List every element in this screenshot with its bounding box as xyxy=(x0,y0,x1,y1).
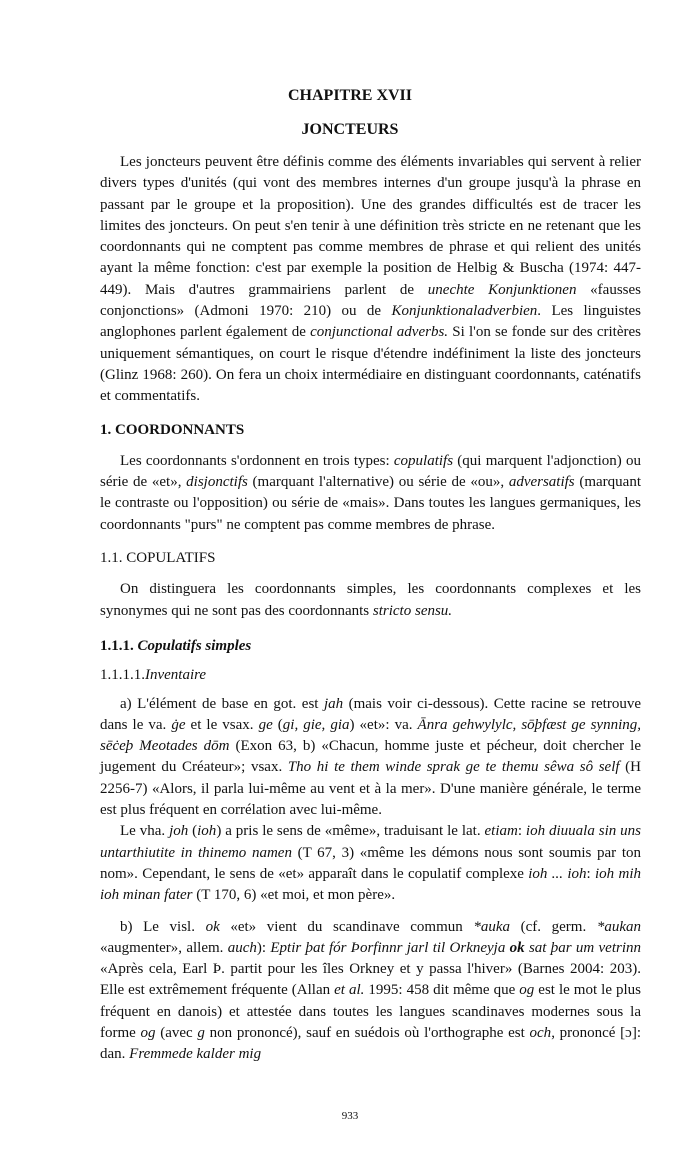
text-run: «et» vient du scandinave commun xyxy=(219,918,474,935)
section-title: Inventaire xyxy=(145,667,207,684)
copulatifs-paragraph xyxy=(100,579,641,622)
italic-text-run: ioh diuuala sin uns untarthiutite in thinemo namen xyxy=(100,823,641,861)
text-run: (T 170, 6) «et moi, et mon père». xyxy=(192,887,396,904)
text-run: On distinguera les coordonnants simples, les coordonnants complexes et les synonymes qui ne sont pas des coordonnants xyxy=(100,581,641,619)
text-run: Les coordonnants s'ordonnent en trois types: xyxy=(120,452,394,469)
italic-text-run: stricto sensu. xyxy=(372,602,453,619)
italic-text-run: Fremmede kalder mig xyxy=(129,1046,262,1063)
intro-paragraph xyxy=(100,152,641,408)
text-run: a) L'élément de base en got. est xyxy=(120,695,324,712)
italic-text-run: ioh mih ioh minan fater xyxy=(100,865,641,904)
text-run: ): xyxy=(256,939,271,956)
text-run: non prononcé), sauf en suédois où l'orthographe est xyxy=(204,1024,530,1041)
section-number: 1.1.1. xyxy=(100,637,134,654)
paragraph-vha xyxy=(100,821,641,906)
section-number: 1.1.1.1. xyxy=(100,667,145,684)
section-title: Copulatifs simples xyxy=(137,637,252,654)
text-run: : xyxy=(517,823,526,840)
coordonnants-paragraph xyxy=(100,451,641,536)
section-heading-coordonnants: 1. COORDONNANTS xyxy=(100,421,245,438)
text-run: et le vsax. xyxy=(185,716,259,733)
italic-text-run: ioh xyxy=(197,823,217,840)
text-run: Les joncteurs peuvent être définis comme des éléments invariables qui servent à relier divers types d'unités (qui vont des membres internes d'un groupe jusqu'à la phrase en passant par le groupe et la proposition). Une des grandes difficultés est de tracer les limites des joncteurs. On peut s'en tenir à une définition très stricte en ne retenant que les coordonnants qui ne comptent pas comme membres de phrase et qui relient des unités ayant la même fonction: c'est par exemple la position de Helbig & Buscha (1974: 447-449). Mais d'autres grammairiens parlent de xyxy=(100,154,641,298)
text-run: (Exon 63, b) «Chacun, homme juste et pécheur, doit chercher le jugement du Créateur»; vsax. xyxy=(100,738,641,776)
section-heading-inventaire xyxy=(100,665,641,686)
italic-text-run: Ānra gehwylylc, sōþfæst ge synning, sēċeþ Meotades dōm xyxy=(100,716,641,755)
text-run: ) a pris le sens de «même», traduisant le lat. xyxy=(216,823,485,840)
text-run: (avec xyxy=(155,1024,198,1041)
text-run: (marquant le contraste ou l'opposition) ou série de «mais». Dans toutes les langues germaniques, les coordonnants "purs" ne comptent pas comme membres de phrase. xyxy=(100,474,642,533)
italic-text-run: ok xyxy=(509,939,525,956)
text-run: (cf. germ. xyxy=(510,918,597,935)
text-run: : xyxy=(586,865,595,882)
italic-text-run: disjonctifs xyxy=(186,474,248,491)
italic-text-run: *aukan xyxy=(596,918,641,935)
chapter-number: CHAPITRE XVII xyxy=(287,87,412,104)
italic-text-run: Konjunktionaladverbien xyxy=(391,303,538,320)
text-run: est le mot le plus fréquent en danois) et attestée dans toutes les langues scandinaves modernes sous la forme xyxy=(100,982,641,1041)
italic-text-run: copulatifs xyxy=(393,452,454,469)
paragraph-a xyxy=(100,694,641,822)
text-run: (mais voir ci-dessous). Cette racine se retrouve dans le va. xyxy=(100,695,642,733)
italic-text-run: conjunctional adverbs. xyxy=(310,324,449,341)
text-run: . Les linguistes anglophones parlent également de xyxy=(100,303,641,341)
text-run: «Après cela, Earl Þ. partit pour les îles Orkney et y passa l'hiver» (Barnes 2004: 203). Elle est extrêmement fréquente (Allan xyxy=(100,961,641,999)
italic-text-run: adversatifs xyxy=(508,474,575,491)
text-run: b) Le visl. xyxy=(120,918,206,935)
text-run: , prononcé [ɔ]: dan. xyxy=(100,1024,641,1063)
text-run: ( xyxy=(188,823,198,840)
italic-text-run: og xyxy=(519,982,535,999)
italic-text-run: och xyxy=(529,1024,552,1041)
italic-text-run: og xyxy=(140,1024,156,1041)
section-heading-copulatifs: 1.1. COPULATIFS xyxy=(100,550,216,567)
text-run: ) «et»: va. xyxy=(349,716,418,733)
text-run: (H 2256-7) «Alors, il parla lui-même au vent et à la mer». D'une manière générale, le terme est plus fréquent en corrélation avec lui-même. xyxy=(100,759,642,819)
italic-text-run: etiam xyxy=(484,823,518,840)
text-run: (T 67, 3) «même les démons nous sont soumis par ton nom». Cependant, le sens de «et» apparaît dans le copulatif complexe xyxy=(100,844,642,882)
italic-text-run: ioh ... ioh xyxy=(528,865,587,882)
paragraph-b xyxy=(100,917,641,1066)
italic-text-run: et al. xyxy=(334,982,365,999)
chapter-title: JONCTEURS xyxy=(301,121,399,138)
italic-text-run: ġe xyxy=(171,716,186,733)
text-run: «fausses conjonctions» (Admoni 1970: 210) ou de xyxy=(100,281,641,320)
italic-text-run: gi, gie, gia xyxy=(282,716,350,733)
italic-text-run: joh xyxy=(169,823,189,840)
text-run: (marquant l'alternative) ou série de «ou», xyxy=(247,474,509,491)
italic-text-run: sat þar um vetrinn xyxy=(524,939,641,956)
italic-text-run: ok xyxy=(205,918,220,935)
italic-text-run: jah xyxy=(323,695,344,712)
italic-text-run: Tho hi te them winde sprak ge te themu sêwa sô self xyxy=(287,759,620,776)
italic-text-run: unechte Konjunktionen xyxy=(427,281,577,298)
italic-text-run: Eptir þat fór Þorfinnr jarl til Orkneyja xyxy=(270,939,510,956)
italic-text-run: ge xyxy=(258,716,273,733)
text-run: 1995: 458 dit même que xyxy=(364,982,520,999)
italic-text-run: auch xyxy=(227,939,257,956)
text-run: ( xyxy=(272,716,283,733)
text-run: Si l'on se fonde sur des critères uniquement sémantiques, on court le risque d'étendre indéfiniment la liste des joncteurs (Glinz 1968: 260). On fera un choix intermédiaire en distinguant coordonnants, caténatifs et commentatifs. xyxy=(100,324,641,405)
section-heading-copulatifs-simples xyxy=(100,636,641,657)
text-run: «augmenter», allem. xyxy=(100,939,228,956)
italic-text-run: g xyxy=(197,1024,205,1041)
page-number: 933 xyxy=(341,1109,359,1122)
italic-text-run: *auka xyxy=(473,918,511,935)
text-run: Le vha. xyxy=(120,823,170,840)
text-run: (qui marquent l'adjonction) ou série de «et», xyxy=(100,452,641,491)
